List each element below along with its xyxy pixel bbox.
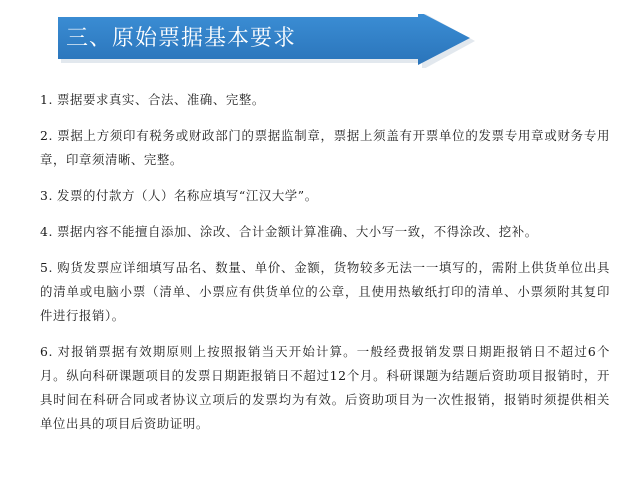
requirement-text: 购货发票应详细填写品名、数量、单价、金额，货物较多无法一一填写的，需附上供货单位出具的清单或电脑小票（清单、小票应有供货单位的公章，且使用热敏纸打印的清单、小票须附其复印件进行报销）。: [40, 260, 610, 323]
requirements-list: [40, 88, 610, 436]
requirement-item: [40, 88, 610, 112]
requirement-item: [40, 124, 610, 172]
requirement-number: 2.: [40, 128, 54, 143]
requirement-number: 5.: [40, 260, 54, 275]
requirement-text: 发票的付款方（人）名称应填写“江汉大学”。: [57, 188, 318, 203]
requirement-item: [40, 220, 610, 244]
requirement-text: 票据内容不能擅自添加、涂改、合计金额计算准确、大小写一致，不得涂改、挖补。: [57, 224, 538, 239]
requirement-text: 对报销票据有效期原则上按照报销当天开始计算。一般经费报销发票日期距报销日不超过6个月。纵向科研课题项目的发票日期距报销日不超过12个月。科研课题为结题后资助项目报销时，开具时间在科研合同或者协议立项后的发票均为有效。后资助项目为一次性报销，报销时须提供相关单位出具的项目后资助证明。: [40, 344, 610, 431]
requirement-text: 票据要求真实、合法、准确、完整。: [57, 92, 265, 107]
page-title: 三、原始票据基本要求: [66, 26, 297, 51]
title-banner: [58, 14, 478, 68]
requirement-number: 4.: [40, 224, 54, 239]
requirement-number: 1.: [40, 92, 54, 107]
requirement-item: [40, 340, 610, 436]
requirement-number: 6.: [40, 344, 54, 359]
requirement-item: [40, 184, 610, 208]
requirement-text: 票据上方须印有税务或财政部门的票据监制章，票据上须盖有开票单位的发票专用章或财务专用章，印章须清晰、完整。: [40, 128, 610, 167]
requirement-item: [40, 256, 610, 328]
requirement-number: 3.: [40, 188, 54, 203]
